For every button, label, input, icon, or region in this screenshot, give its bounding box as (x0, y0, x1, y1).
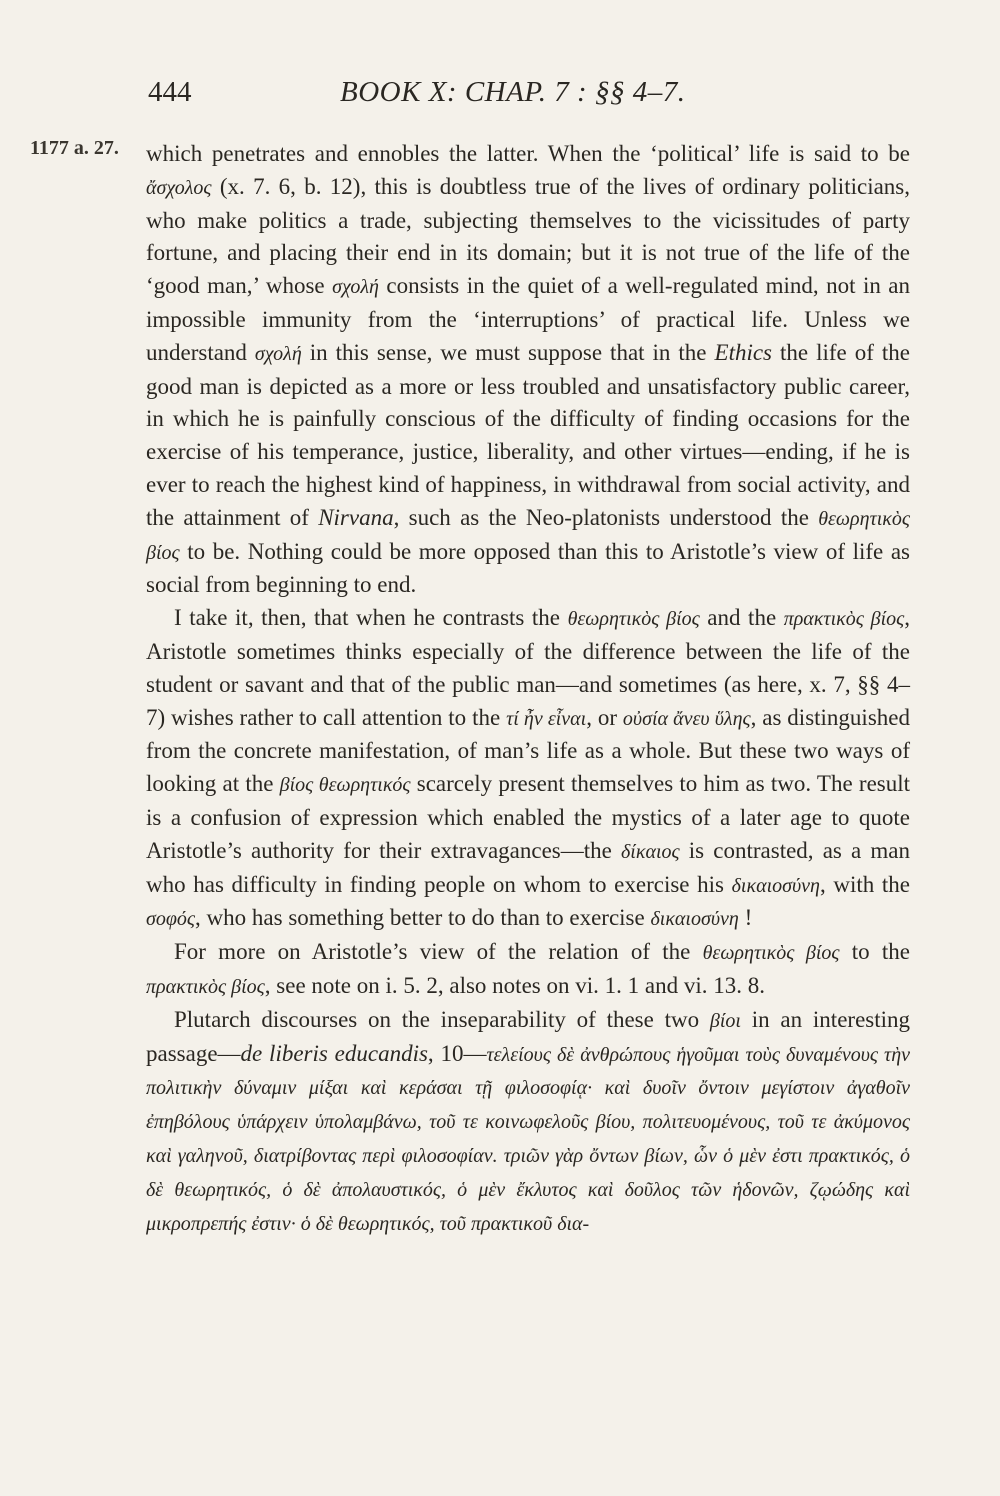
italic-text: Ethics (714, 339, 773, 365)
body-text (146, 138, 910, 1240)
greek-text: θεωρητικὸς βίος (702, 942, 840, 965)
text-run: is contrasted, as a man who has difficulty in finding people on whom to exercise his (146, 837, 911, 897)
text-run: and the (699, 605, 784, 631)
text-run: which penetrates and ennobles the latter. When the ‘political’ life is said to be (146, 141, 910, 166)
page-number: 444 (148, 76, 192, 108)
margin-reference: 1177 a. 27. (30, 137, 119, 159)
text-run: in this sense, we must suppose that in the (301, 339, 715, 365)
greek-text: δίκαιος (621, 840, 680, 863)
greek-text: οὐσία ἄνευ ὕλης (622, 707, 751, 730)
paragraph (146, 602, 910, 936)
greek-text: δικαιοσύνη (650, 908, 739, 931)
text-run: , who has something better to do than to exercise (195, 905, 651, 931)
paragraph (146, 138, 910, 602)
text-run: Plutarch discourses on the inseparability of these two (174, 1006, 710, 1032)
text-run: in an interesting passage— (146, 1006, 911, 1066)
italic-text: de liberis educandis (240, 1040, 428, 1066)
greek-text: ἄσχολος (146, 176, 212, 199)
greek-text: πρακτικὸς βίος (146, 975, 265, 998)
text-run: the life of the good man is depicted as a more or less troubled and unsatisfactory public career, in which he is painfully conscious of the difficulty of finding occasions for the exercise of his temperance, justice, liberality, and other virtues—ending, if he is ever to reach the highest kind of happiness, in withdrawal from social activity, and the attainment of (146, 339, 910, 530)
text-run: I take it, then, that when he contrasts the (174, 605, 568, 631)
text-run: , Aristotle sometimes thinks especially of the difference between the life of the student or savant and that of the public man—and sometimes (as here, x. 7, §§ 4–7) wishes rather to call attention to the (146, 605, 911, 730)
greek-text: βίος θεωρητικός (279, 774, 411, 797)
greek-text: βίοι (709, 1009, 741, 1032)
text-run: (x. 7. 6, b. 12), this is doubtless true of the lives of ordinary politicians, who make politics a trade, subjecting themselves to the vicissitudes of party fortune, and placing their end in its domain; but it is not true of the life of the ‘good man,’ whose (146, 173, 910, 299)
greek-text: σχολή (332, 276, 379, 299)
greek-text: θεωρητικὸς βίος (146, 507, 910, 564)
text-run: , as distinguished from the concrete manifestation, of man’s life as a whole. But these two ways of looking at the (146, 704, 910, 797)
text-run: , such as the Neo-platonists understood the (393, 504, 819, 530)
paragraph (146, 936, 910, 1004)
italic-text: Nirvana (318, 504, 394, 530)
text-run: ! (738, 905, 753, 931)
text-run: scarcely present themselves to him as two. The result is a confusion of expression which enabled the mystics of a later age to quote Aristotle’s authority for their extravagances—the (146, 771, 911, 863)
text-run: , with the (819, 871, 910, 897)
page-header (148, 76, 878, 116)
greek-text: πρακτικὸς βίος (783, 608, 905, 631)
paragraph (146, 1004, 910, 1241)
text-run: , or (586, 704, 623, 730)
text-run: consists in the quiet of a well-regulated mind, not in an impossible immunity from the ‘interruptions’ of practical life. Unless we understand (146, 273, 910, 365)
text-run: , see note on i. 5. 2, also notes on vi. 1. 1 and vi. 13. 8. (264, 972, 765, 998)
text-run: For more on Aristotle’s view of the relation of the (174, 939, 703, 965)
running-head: BOOK X: CHAP. 7 : §§ 4–7. (340, 76, 686, 108)
greek-text: σχολή (254, 342, 302, 365)
greek-text: δικαιοσύνη (731, 874, 820, 897)
greek-text: τελείους δὲ ἀνθρώπους ἡγοῦμαι τοὺς δυναμένους τὴν πολιτικὴν δύναμιν μίξαι καὶ κεράσαι τῇ φιλοσοφίᾳ· καὶ δυοῖν ὄντοιν μεγίστοιν ἀγαθοῖν ἐπηβόλους ὑπάρχειν ὑπολαμβάνω, τοῦ τε κοινωφελοῦς βίου, πολιτευομένους, τοῦ τε ἀκύμονος καὶ γαληνοῦ, διατρίβοντας περὶ φιλοσοφίαν. τριῶν γὰρ ὄντων βίων, ὧν ὁ μὲν ἐστι πρακτικός, ὁ δὲ θεωρητικός, ὁ δὲ ἀπολαυστικός, ὁ μὲν ἔκλυτος καὶ δοῦλος τῶν ἡδονῶν, ζῳώδης καὶ μικροπρεπής ἐστιν· ὁ δὲ θεωρητικός, τοῦ πρακτικοῦ δια- (146, 1043, 911, 1235)
text-run: , 10— (427, 1040, 487, 1066)
greek-text: τί ἦν εἶναι (506, 707, 587, 730)
greek-text: θεωρητικὸς βίος (567, 608, 700, 631)
greek-text: σοφός (146, 908, 196, 931)
text-run: to the (839, 939, 910, 965)
text-run: to be. Nothing could be more opposed than this to Aristotle’s view of life as social from beginning to end. (146, 538, 910, 598)
